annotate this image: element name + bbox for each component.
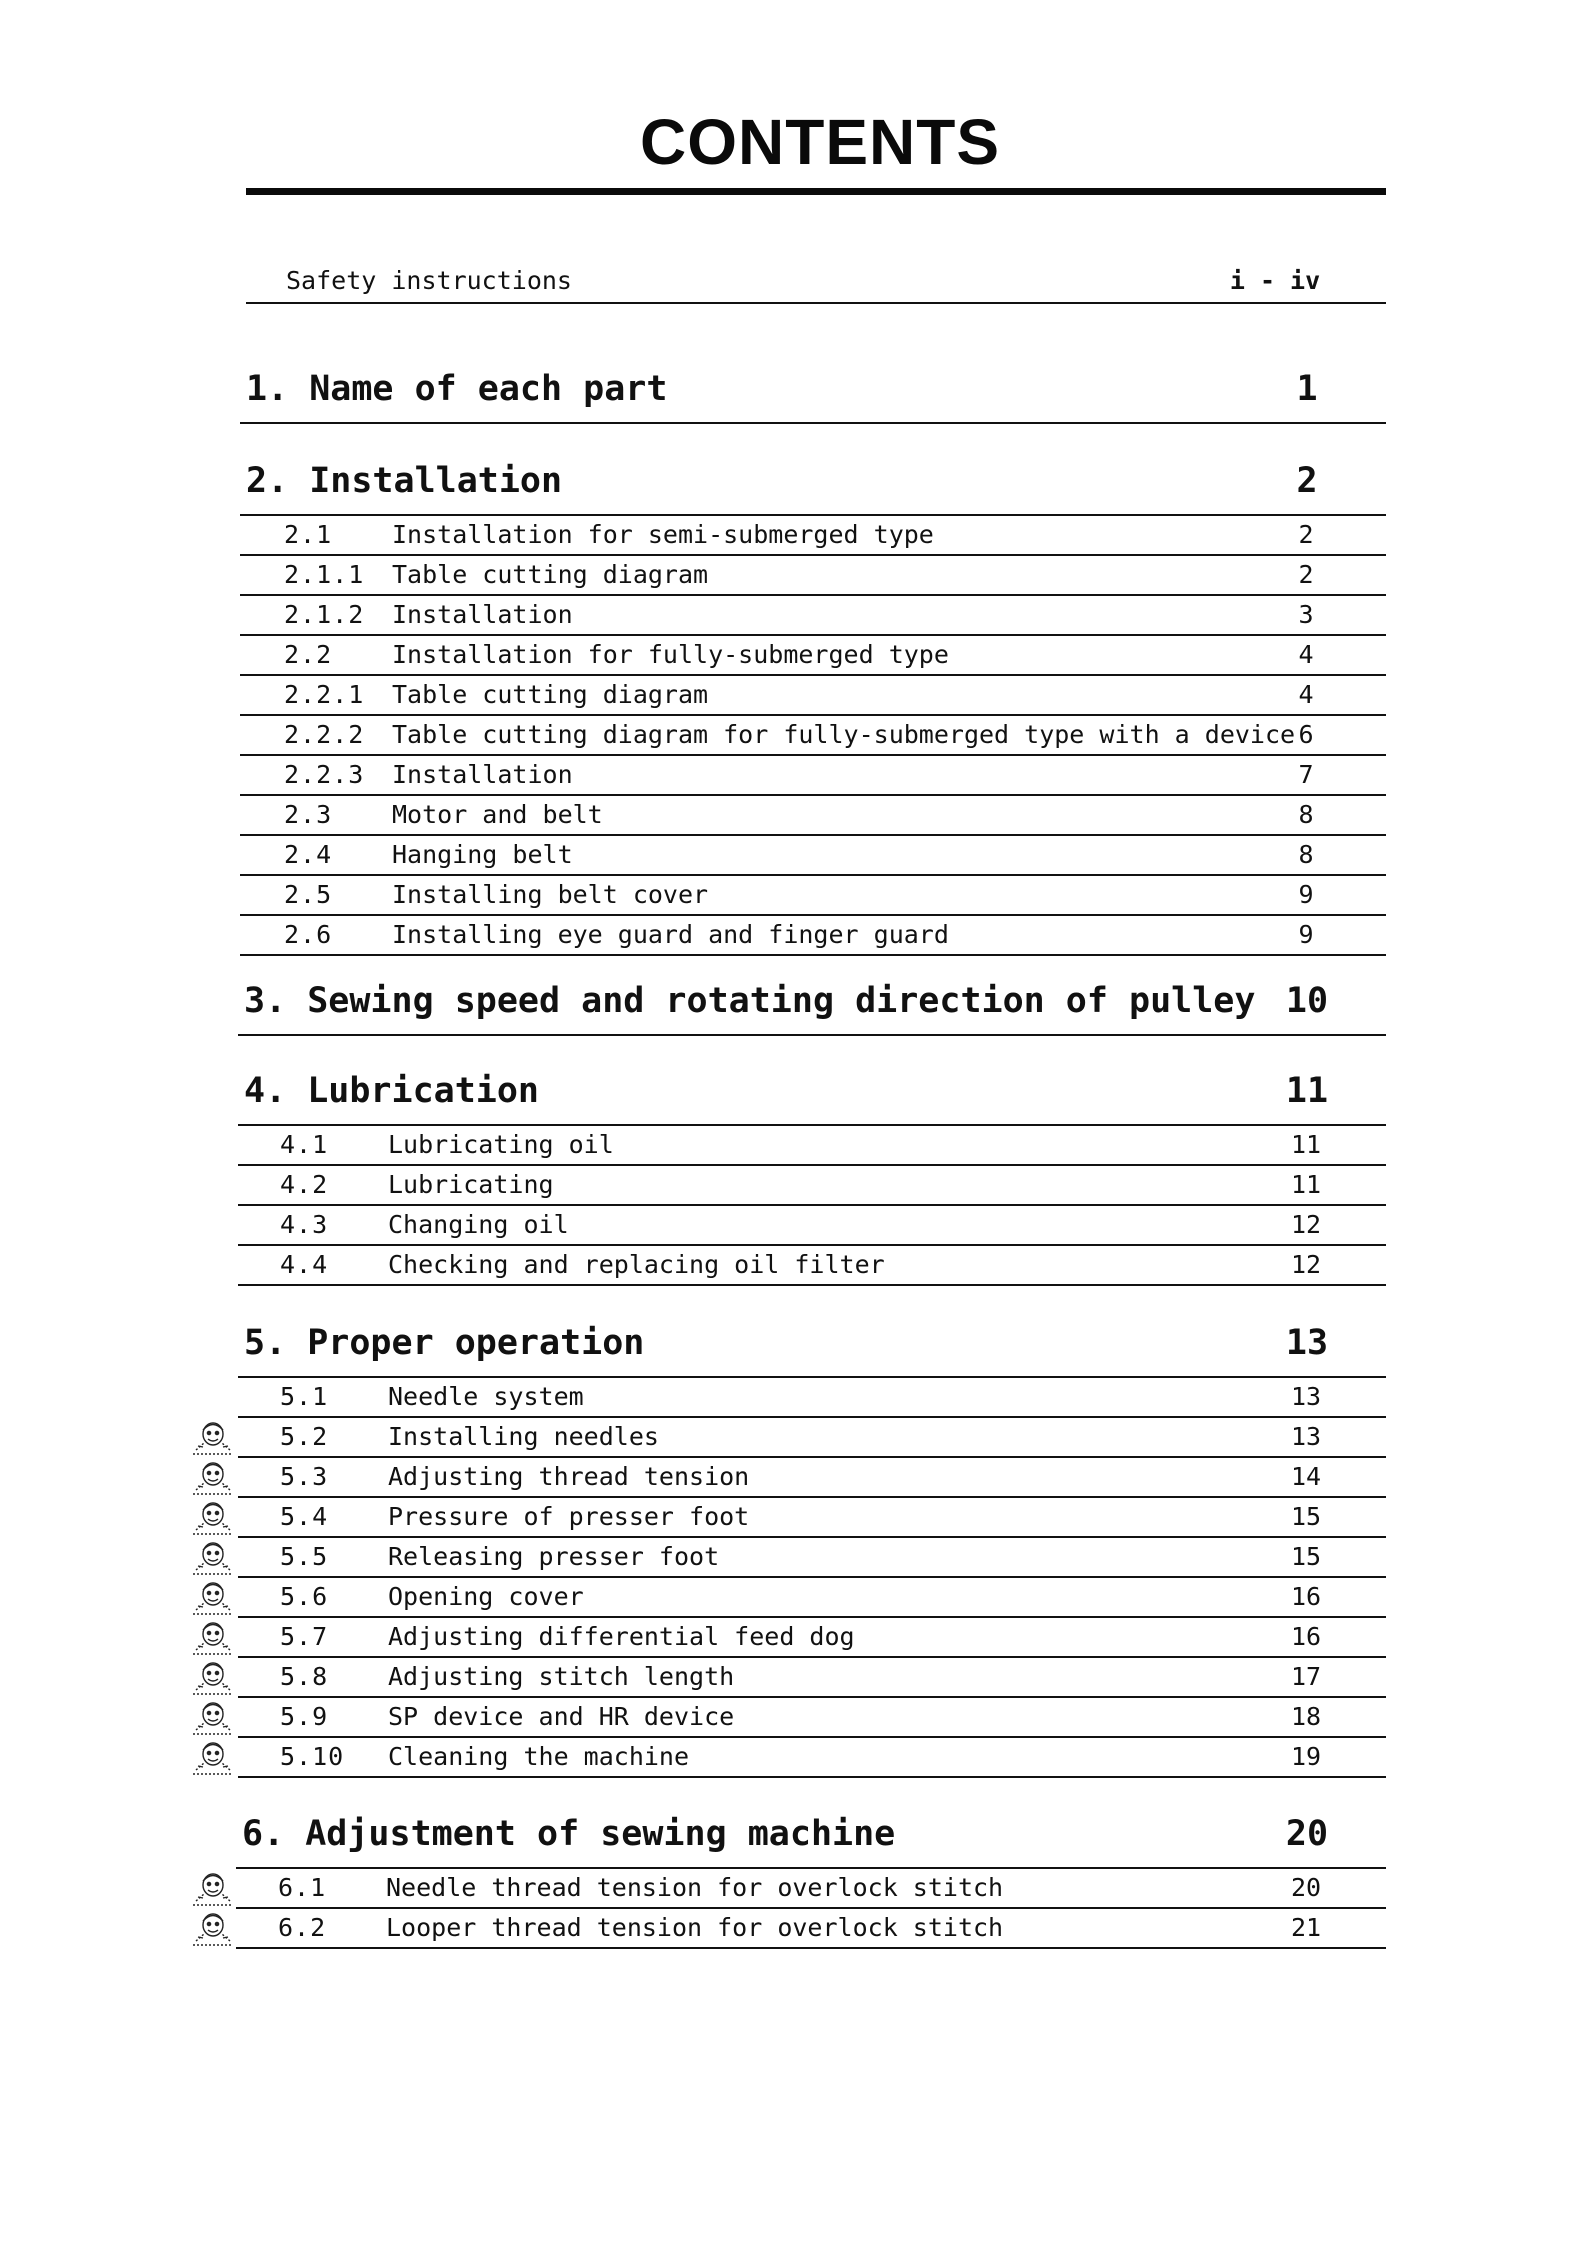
- entry-page: 14: [1290, 1462, 1322, 1491]
- section-title: 3. Sewing speed and rotating direction of pulley: [244, 981, 1256, 1021]
- caution-face-icon: [190, 1696, 236, 1734]
- entry-title: Lubricating oil: [388, 1130, 614, 1159]
- section-title: 4. Lubrication: [244, 1071, 540, 1111]
- entry-title: Motor and belt: [392, 800, 603, 829]
- entry-title: Adjusting thread tension: [388, 1462, 750, 1491]
- entry-page: 9: [1298, 880, 1314, 909]
- entry-number: 6.1: [278, 1873, 327, 1902]
- entry-title: Lubricating: [388, 1170, 554, 1199]
- entry-number: 2.2.1: [284, 680, 365, 709]
- entry-page: 9: [1298, 920, 1314, 949]
- entry-number: 5.2: [280, 1422, 329, 1451]
- toc-entry[interactable]: [0, 1909, 1588, 1949]
- entry-number: 5.4: [280, 1502, 329, 1531]
- entry-page: 12: [1290, 1250, 1322, 1279]
- entry-number: 6.2: [278, 1913, 327, 1942]
- toc-entry[interactable]: [0, 756, 1588, 796]
- section-page: 10: [1285, 981, 1329, 1021]
- toc-entry[interactable]: [0, 1126, 1588, 1166]
- entry-title: Releasing presser foot: [388, 1542, 720, 1571]
- toc-entry[interactable]: [0, 1418, 1588, 1458]
- section-title: 1. Name of each part: [246, 369, 668, 409]
- toc-entry[interactable]: [0, 1166, 1588, 1206]
- entry-title: Installation: [392, 600, 573, 629]
- entry-number: 2.5: [284, 880, 333, 909]
- entry-page: 8: [1298, 840, 1314, 869]
- entry-number: 2.2.2: [284, 720, 365, 749]
- entry-title: Installing belt cover: [392, 880, 709, 909]
- entry-number: 5.9: [280, 1702, 329, 1731]
- entry-title: Installation: [392, 760, 573, 789]
- caution-face-icon: [190, 1616, 236, 1654]
- entry-page: 18: [1290, 1702, 1322, 1731]
- entry-number: 2.6: [284, 920, 333, 949]
- toc-entry[interactable]: [0, 516, 1588, 556]
- entry-page: 19: [1290, 1742, 1322, 1771]
- entry-title: SP device and HR device: [388, 1702, 735, 1731]
- caution-face-icon: [190, 1456, 236, 1494]
- toc-entry[interactable]: [0, 836, 1588, 876]
- entry-title: Table cutting diagram: [392, 560, 709, 589]
- toc-entry[interactable]: [0, 676, 1588, 716]
- entry-number: 5.6: [280, 1582, 329, 1611]
- section-heading[interactable]: [0, 1780, 1588, 1872]
- toc-entry[interactable]: [0, 596, 1588, 636]
- entry-title: Table cutting diagram: [392, 680, 709, 709]
- section-page: 1: [1296, 369, 1318, 409]
- entry-page: 21: [1290, 1913, 1322, 1942]
- entry-number: 2.1.1: [284, 560, 365, 589]
- toc-entry[interactable]: [0, 1698, 1588, 1738]
- entry-number: 4.4: [280, 1250, 329, 1279]
- caution-face-icon: [190, 1576, 236, 1614]
- entry-number: 5.5: [280, 1542, 329, 1571]
- toc-entry[interactable]: [0, 636, 1588, 676]
- section-page: 13: [1285, 1323, 1329, 1363]
- entry-number: 5.3: [280, 1462, 329, 1491]
- entry-title: Opening cover: [388, 1582, 584, 1611]
- entry-page: 3: [1298, 600, 1314, 629]
- toc-entry[interactable]: [0, 876, 1588, 916]
- caution-face-icon: [190, 1907, 236, 1945]
- caution-face-icon: [190, 1536, 236, 1574]
- section-title: 5. Proper operation: [244, 1323, 645, 1363]
- entry-title: Cleaning the machine: [388, 1742, 690, 1771]
- entry-page: 2: [1298, 560, 1314, 589]
- caution-face-icon: [190, 1867, 236, 1905]
- toc-entry[interactable]: [0, 1869, 1588, 1909]
- entry-page: 13: [1290, 1382, 1322, 1411]
- entry-page: 11: [1290, 1130, 1322, 1159]
- entry-title: Table cutting diagram for fully-submerged type with a device: [392, 720, 1296, 749]
- entry-title: Hanging belt: [392, 840, 573, 869]
- entry-page: 7: [1298, 760, 1314, 789]
- section-rule: [240, 422, 1386, 424]
- section-heading[interactable]: [0, 427, 1588, 519]
- entry-title: Installing needles: [388, 1422, 659, 1451]
- caution-face-icon: [190, 1656, 236, 1694]
- entry-number: 2.1: [284, 520, 333, 549]
- entry-number: 2.2.3: [284, 760, 365, 789]
- toc-entry[interactable]: [0, 1378, 1588, 1418]
- entry-page: 11: [1290, 1170, 1322, 1199]
- entry-number: 4.1: [280, 1130, 329, 1159]
- section-heading[interactable]: [0, 947, 1588, 1039]
- safety-label: Safety instructions: [286, 266, 572, 295]
- entry-rule: [238, 1284, 1386, 1286]
- section-page: 2: [1296, 461, 1318, 501]
- toc-entry[interactable]: [0, 1206, 1588, 1246]
- entry-page: 13: [1290, 1422, 1322, 1451]
- entry-page: 16: [1290, 1622, 1322, 1651]
- section-rule: [238, 1034, 1386, 1036]
- caution-face-icon: [190, 1736, 236, 1774]
- page-title: CONTENTS: [640, 106, 1000, 178]
- entry-number: 5.1: [280, 1382, 329, 1411]
- entry-number: 2.3: [284, 800, 333, 829]
- entry-page: 16: [1290, 1582, 1322, 1611]
- toc-entry[interactable]: [0, 1618, 1588, 1658]
- toc-entry[interactable]: [0, 716, 1588, 756]
- section-title: 2. Installation: [246, 461, 563, 501]
- toc-entry[interactable]: [0, 556, 1588, 596]
- entry-title: Installing eye guard and finger guard: [392, 920, 949, 949]
- entry-number: 5.10: [280, 1742, 345, 1771]
- caution-face-icon: [190, 1416, 236, 1454]
- entry-page: 2: [1298, 520, 1314, 549]
- section-page: 20: [1285, 1814, 1329, 1854]
- entry-title: Installation for semi-submerged type: [392, 520, 934, 549]
- entry-page: 6: [1298, 720, 1314, 749]
- entry-title: Looper thread tension for overlock stitch: [386, 1913, 1004, 1942]
- entry-title: Installation for fully-submerged type: [392, 640, 949, 669]
- entry-number: 2.2: [284, 640, 333, 669]
- entry-page: 12: [1290, 1210, 1322, 1239]
- entry-title: Needle thread tension for overlock stitch: [386, 1873, 1004, 1902]
- entry-number: 2.4: [284, 840, 333, 869]
- section-page: 11: [1285, 1071, 1329, 1111]
- toc-entry[interactable]: [0, 1738, 1588, 1778]
- safety-page: i - iv: [1229, 266, 1321, 295]
- entry-title: Needle system: [388, 1382, 584, 1411]
- entry-title: Changing oil: [388, 1210, 569, 1239]
- toc-entry[interactable]: [0, 1658, 1588, 1698]
- section-heading[interactable]: [0, 1289, 1588, 1381]
- toc-entry[interactable]: [0, 1538, 1588, 1578]
- toc-entry[interactable]: [0, 1458, 1588, 1498]
- entry-page: 15: [1290, 1502, 1322, 1531]
- entry-page: 4: [1298, 640, 1314, 669]
- section-heading[interactable]: [0, 335, 1588, 427]
- entry-number: 5.7: [280, 1622, 329, 1651]
- entry-rule: [236, 1947, 1386, 1949]
- entry-number: 2.1.2: [284, 600, 365, 629]
- entry-title: Checking and replacing oil filter: [388, 1250, 885, 1279]
- entry-page: 20: [1290, 1873, 1322, 1902]
- entry-title: Adjusting differential feed dog: [388, 1622, 855, 1651]
- toc-entry[interactable]: [0, 1578, 1588, 1618]
- entry-rule: [238, 1776, 1386, 1778]
- toc-entry[interactable]: [0, 1498, 1588, 1538]
- entry-page: 15: [1290, 1542, 1322, 1571]
- safety-row[interactable]: [0, 262, 1588, 304]
- entry-page: 8: [1298, 800, 1314, 829]
- row-rule: [246, 302, 1386, 304]
- entry-title: Adjusting stitch length: [388, 1662, 735, 1691]
- entry-number: 4.3: [280, 1210, 329, 1239]
- toc-entry[interactable]: [0, 1246, 1588, 1286]
- entry-page: 17: [1290, 1662, 1322, 1691]
- toc-entry[interactable]: [0, 796, 1588, 836]
- section-title: 6. Adjustment of sewing machine: [242, 1814, 896, 1854]
- entry-title: Pressure of presser foot: [388, 1502, 750, 1531]
- entry-page: 4: [1298, 680, 1314, 709]
- section-heading[interactable]: [0, 1037, 1588, 1129]
- entry-number: 5.8: [280, 1662, 329, 1691]
- entry-number: 4.2: [280, 1170, 329, 1199]
- caution-face-icon: [190, 1496, 236, 1534]
